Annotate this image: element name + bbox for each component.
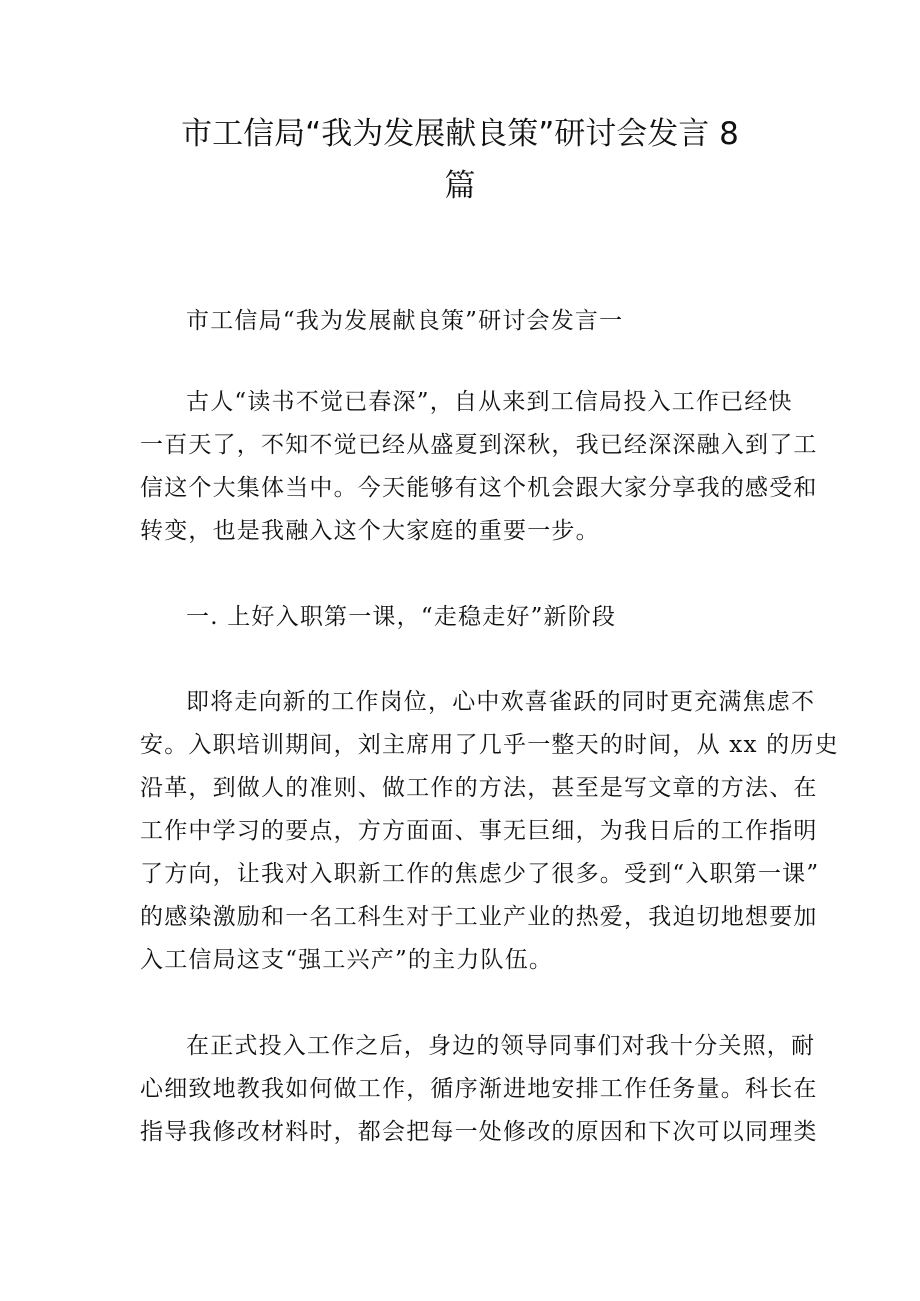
paragraph-3: [140, 1025, 818, 1154]
section-1-heading-text: 一. 上好入职第一课，“走稳走好”新阶段: [186, 604, 617, 630]
paragraph-3-line-2: 心细致地教我如何做工作，循序渐进地安排工作任务量。科长在: [140, 1076, 818, 1102]
paragraph-2-line-6: 的感染激励和一名工科生对于工业产业的热爱，我迫切地想要加: [140, 904, 818, 930]
paragraph-1-line-2: 一百天了，不知不觉已经从盛夏到深秋，我已经深深融入到了工: [140, 432, 818, 458]
paragraph-2-line-4: 工作中学习的要点，方方面面、事无巨细，为我日后的工作指明: [140, 818, 818, 844]
paragraph-3-line-3: 指导我修改材料时，都会把每一处修改的原因和下次可以同理类: [140, 1119, 818, 1145]
paragraph-2-line-5: 了方向，让我对入职新工作的焦虑少了很多。受到“入职第一课”: [140, 861, 820, 887]
paragraph-2-line-3: 沿革，到做人的准则、做工作的方法，甚至是写文章的方法、在: [140, 775, 818, 801]
paragraph-2: [140, 681, 839, 982]
paragraph-2-line-7: 入工信局这支“强工兴产”的主力队伍。: [140, 947, 554, 973]
paragraph-1-line-1: 古人“读书不觉已春深”，自从来到工信局投入工作已经快: [186, 389, 793, 415]
title-line-1: 市工信局“我为发展献良策”研讨会发言 8: [181, 116, 739, 152]
paragraph-1-line-3: 信这个大集体当中。今天能够有这个机会跟大家分享我的感受和: [140, 475, 818, 501]
paragraph-1-line-4: 转变，也是我融入这个大家庭的重要一步。: [140, 518, 600, 544]
paragraph-2-line-2: 安。入职培训期间，刘主席用了几乎一整天的时间，从 xx 的历史: [140, 732, 839, 758]
title-line-2: 篇: [444, 168, 476, 204]
paragraph-1: [140, 381, 818, 553]
document-title: [140, 108, 780, 212]
speech-subheading: [140, 300, 782, 343]
subheading-text: 市工信局“我为发展献良策”研讨会发言一: [186, 308, 624, 334]
paragraph-2-line-1: 即将走向新的工作岗位，心中欢喜雀跃的同时更充满焦虑不: [186, 689, 816, 715]
paragraph-3-line-1: 在正式投入工作之后，身边的领导同事们对我十分关照，耐: [186, 1033, 816, 1059]
section-1-heading: [140, 596, 782, 639]
